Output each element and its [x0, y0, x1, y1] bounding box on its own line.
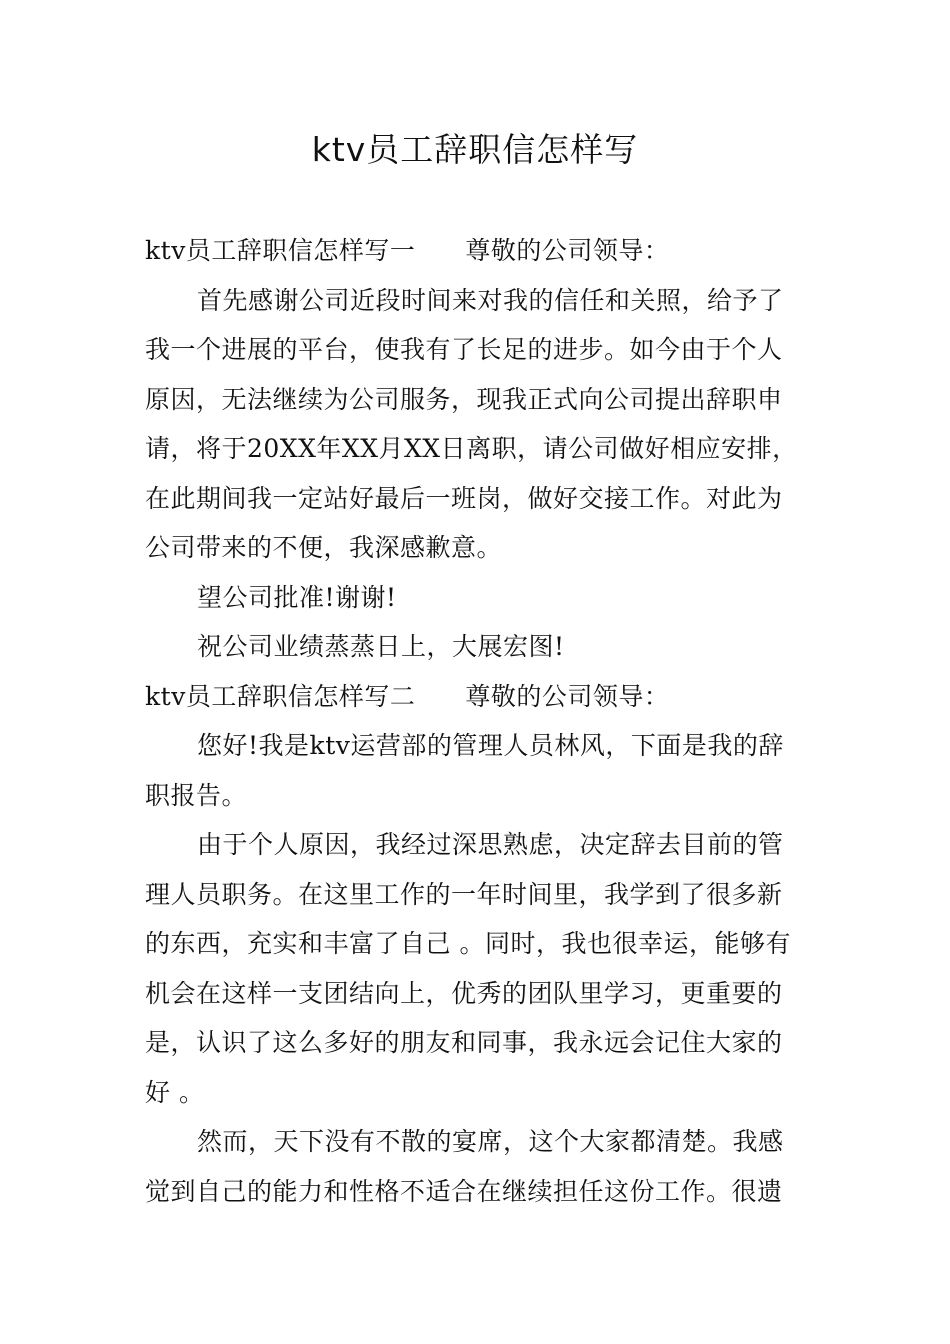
paragraph-line: 职报告。 [145, 780, 248, 810]
document-title: ktv员工辞职信怎样写 [311, 130, 639, 169]
section-heading: ktv员工辞职信怎样写一 [145, 236, 416, 265]
paragraph-line: 的东西，充实和丰富了自己 。同时，我也很幸运，能够有 [145, 929, 791, 958]
document-body [145, 226, 807, 1216]
paragraph-line: 首先感谢公司近段时间来对我的信任和关照，给予了 [197, 285, 784, 315]
paragraph-line: 望公司批准!谢谢! [197, 582, 397, 612]
paragraph-line: 祝公司业绩蒸蒸日上，大展宏图! [197, 632, 565, 661]
heading-line-1 [145, 226, 807, 276]
paragraph-line: 请，将于20XX年XX月XX日离职，请公司做好相应安排， [145, 434, 798, 463]
paragraph-line: 觉到自己的能力和性格不适合在继续担任这份工作。很遗 [145, 1176, 783, 1206]
salutation: 尊敬的公司领导： [465, 236, 670, 265]
paragraph-line: 理人员职务。在这里工作的一年时间里，我学到了很多新 [145, 879, 783, 909]
paragraph-line: 公司带来的不便，我深感歉意。 [145, 533, 503, 562]
paragraph-line: 原因，无法继续为公司服务，现我正式向公司提出辞职申 [145, 384, 783, 414]
paragraph-line: 机会在这样一支团结向上，优秀的团队里学习，更重要的 [145, 978, 783, 1008]
paragraph-line: 好 。 [145, 1077, 205, 1107]
heading-line-2 [145, 672, 807, 722]
paragraph-line: 您好!我是ktv运营部的管理人员林风，下面是我的辞 [197, 731, 784, 760]
paragraph-line: 是，认识了这么多好的朋友和同事，我永远会记住大家的 [145, 1028, 783, 1057]
salutation: 尊敬的公司领导： [465, 681, 670, 711]
paragraph-line: 我一个进展的平台，使我有了长足的进步。如今由于个人 [145, 335, 783, 364]
paragraph-line: 在此期间我一定站好最后一班岗，做好交接工作。对此为 [145, 483, 783, 513]
paragraph-line: 然而，天下没有不散的宴席，这个大家都清楚。我感 [197, 1127, 784, 1156]
section-heading: ktv员工辞职信怎样写二 [145, 681, 416, 711]
paragraph-line: 由于个人原因，我经过深思熟虑，决定辞去目前的管 [197, 830, 784, 859]
